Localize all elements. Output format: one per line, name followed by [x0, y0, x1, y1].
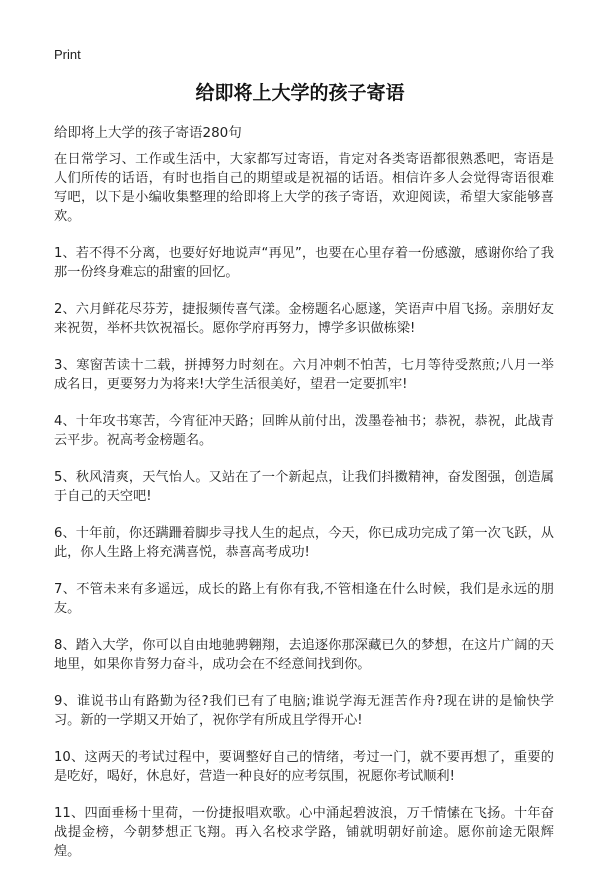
print-link[interactable]: Print: [54, 47, 81, 62]
message-item-9: 9、谁说书山有路勤为径?我们已有了电脑;谁说学海无涯苦作舟?现在讲的是愉快学习。新的一学期又开始了，祝你学有所成且学得开心!: [54, 694, 554, 728]
article-body: [54, 150, 554, 879]
intro-paragraph: 在日常学习、工作或生活中，大家都写过寄语，肯定对各类寄语都很熟悉吧，寄语是人们所传的话语，有时也指自己的期望或是祝福的话语。相信许多人会觉得寄语很难写吧，以下是小编收集整理的给即将上大学的孩子寄语，欢迎阅读，希望大家能够喜欢。: [54, 152, 554, 224]
message-item-5: 5、秋风清爽，天气怡人。又站在了一个新起点，让我们抖擞精神，奋发图强，创造属于自己的天空吧!: [54, 470, 554, 504]
message-item-8: 8、踏入大学，你可以自由地驰骋翱翔，去追逐你那深藏已久的梦想，在这片广阔的天地里，如果你肯努力奋斗，成功会在不经意间找到你。: [54, 638, 554, 672]
message-item-7: 7、不管未来有多遥远，成长的路上有你有我,不管相逢在什么时候，我们是永远的朋友。: [54, 582, 554, 616]
message-item-10: 10、这两天的考试过程中，要调整好自己的情绪，考过一门，就不要再想了，重要的是吃好，喝好，休息好，营造一种良好的应考氛围，祝愿你考试顺利!: [54, 750, 554, 784]
page-title: 给即将上大学的孩子寄语: [195, 82, 405, 104]
message-item-3: 3、寒窗苦读十二载，拼搏努力时刻在。六月冲刺不怕苦，七月等待受熬煎;八月一举成名日，更要努力为将来!大学生活很美好，望君一定要抓牢!: [54, 358, 554, 392]
message-item-6: 6、十年前，你还蹒跚着脚步寻找人生的起点，今天，你已成功完成了第一次飞跃，从此，你人生路上将充满喜悦，恭喜高考成功!: [54, 526, 554, 560]
message-item-11: 11、四面垂杨十里荷，一份捷报唱欢歌。心中涌起碧波浪，万千情愫在飞扬。十年奋战提金榜，今朝梦想正飞翔。再入名校求学路，铺就明朝好前途。愿你前途无限辉煌。: [54, 806, 554, 859]
document-subtitle: 给即将上大学的孩子寄语280句: [54, 125, 242, 141]
message-item-2: 2、六月鲜花尽芬芳，捷报频传喜气漾。金榜题名心愿遂，笑语声中眉飞扬。亲朋好友来祝贺，举杯共饮祝福长。愿你学府再努力，博学多识做栋梁!: [54, 302, 554, 336]
message-item-1: 1、若不得不分离，也要好好地说声“再见”，也要在心里存着一份感激，感谢你给了我那一份终身难忘的甜蜜的回忆。: [54, 246, 554, 280]
message-item-4: 4、十年攻书寒苦，今宵征冲天路；回眸从前付出，泼墨卷袖书；恭祝，恭祝，此战青云平步。祝高考金榜题名。: [54, 414, 554, 448]
